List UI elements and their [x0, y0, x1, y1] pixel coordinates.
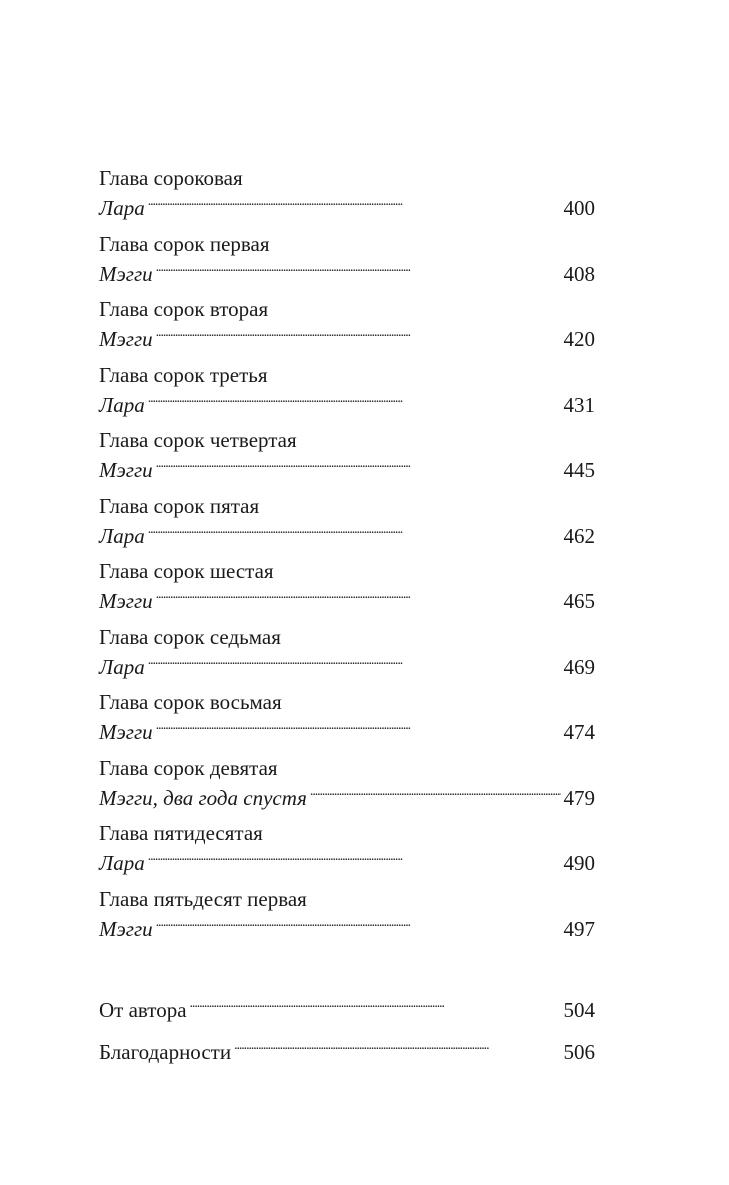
chapter-title: Глава сорок первая — [99, 231, 270, 256]
chapter-title: Глава сороковая — [99, 166, 243, 190]
chapter-entry-line[interactable] — [99, 193, 595, 223]
toc-chapter-entry — [99, 163, 595, 229]
page-number: 400 — [563, 196, 595, 220]
chapter-entry-line[interactable] — [99, 914, 595, 944]
chapter-title: Глава сорок девятая — [99, 755, 278, 780]
chapter-entry-line[interactable] — [99, 390, 595, 420]
toc-chapter-entry — [99, 425, 595, 491]
toc-chapter-entry — [99, 229, 595, 295]
dot-leader — [156, 260, 561, 281]
backmatter-entry-line[interactable] — [99, 995, 595, 1025]
chapter-narrator: Мэгги — [99, 589, 153, 613]
page-number: 431 — [563, 392, 595, 417]
toc-backmatter-entry — [99, 1037, 595, 1079]
dot-leader — [156, 325, 561, 346]
dot-leader — [156, 587, 561, 608]
dot-leader — [190, 996, 561, 1017]
chapter-title: Глава сорок восьмая — [99, 690, 282, 714]
dot-leader — [310, 784, 561, 805]
chapter-entry-line[interactable] — [99, 586, 595, 616]
toc-chapter-entry — [99, 360, 595, 426]
toc-chapter-entry — [99, 687, 595, 753]
page-number: 490 — [563, 851, 595, 875]
toc-chapter-entry — [99, 294, 595, 360]
dot-leader — [148, 653, 561, 674]
toc-chapter-entry — [99, 818, 595, 884]
toc-chapter-entry — [99, 753, 595, 819]
page-number: 408 — [563, 261, 595, 286]
page-number: 474 — [563, 720, 595, 744]
toc-backmatter-entry — [99, 995, 595, 1037]
toc-chapter-entry — [99, 556, 595, 622]
chapter-narrator: Мэгги — [99, 327, 153, 351]
dot-leader — [156, 915, 561, 936]
page-number: 506 — [563, 1040, 595, 1064]
chapter-list — [99, 163, 595, 949]
table-of-contents — [99, 163, 595, 1079]
chapter-entry-line[interactable] — [99, 652, 595, 682]
page-number: 479 — [563, 785, 595, 810]
toc-chapter-entry — [99, 491, 595, 557]
chapter-narrator: Лара — [99, 392, 145, 417]
page-number: 504 — [563, 998, 595, 1022]
dot-leader — [156, 456, 561, 477]
toc-chapter-entry — [99, 622, 595, 688]
backmatter-label: От автора — [99, 998, 187, 1022]
chapter-narrator: Мэгги — [99, 720, 153, 744]
chapter-narrator: Лара — [99, 196, 145, 220]
page-number: 462 — [563, 523, 595, 548]
chapter-entry-line[interactable] — [99, 717, 595, 747]
chapter-entry-line[interactable] — [99, 848, 595, 878]
page-number: 445 — [563, 458, 595, 482]
backmatter-entry-line[interactable] — [99, 1037, 595, 1067]
dot-leader — [148, 391, 561, 412]
page-number: 469 — [563, 654, 595, 679]
chapter-entry-line[interactable] — [99, 455, 595, 485]
dot-leader — [234, 1038, 560, 1059]
chapter-narrator: Лара — [99, 654, 145, 679]
page-number: 420 — [563, 327, 595, 351]
dot-leader — [156, 718, 561, 739]
chapter-title: Глава сорок четвертая — [99, 428, 297, 452]
chapter-narrator: Мэгги — [99, 458, 153, 482]
chapter-narrator: Мэгги — [99, 916, 153, 941]
chapter-title: Глава сорок седьмая — [99, 624, 281, 649]
chapter-narrator: Лара — [99, 523, 145, 548]
chapter-entry-line[interactable] — [99, 521, 595, 551]
chapter-narrator: Мэгги — [99, 261, 153, 286]
chapter-title: Глава пятидесятая — [99, 821, 263, 845]
chapter-entry-line[interactable] — [99, 259, 595, 289]
chapter-title: Глава сорок пятая — [99, 493, 260, 518]
chapter-entry-line[interactable] — [99, 324, 595, 354]
chapter-narrator: Лара — [99, 851, 145, 875]
page-number: 497 — [563, 916, 595, 941]
chapter-title: Глава сорок вторая — [99, 297, 269, 321]
page-number: 465 — [563, 589, 595, 613]
backmatter-label: Благодарности — [99, 1040, 232, 1064]
chapter-title: Глава пятьдесят первая — [99, 886, 307, 911]
chapter-narrator: Мэгги, два года спустя — [99, 785, 307, 810]
chapter-entry-line[interactable] — [99, 783, 595, 813]
chapter-title: Глава сорок третья — [99, 362, 268, 387]
toc-chapter-entry — [99, 884, 595, 950]
dot-leader — [148, 194, 561, 215]
dot-leader — [148, 849, 561, 870]
chapter-title: Глава сорок шестая — [99, 559, 274, 583]
dot-leader — [148, 522, 561, 543]
backmatter-list — [99, 995, 595, 1079]
